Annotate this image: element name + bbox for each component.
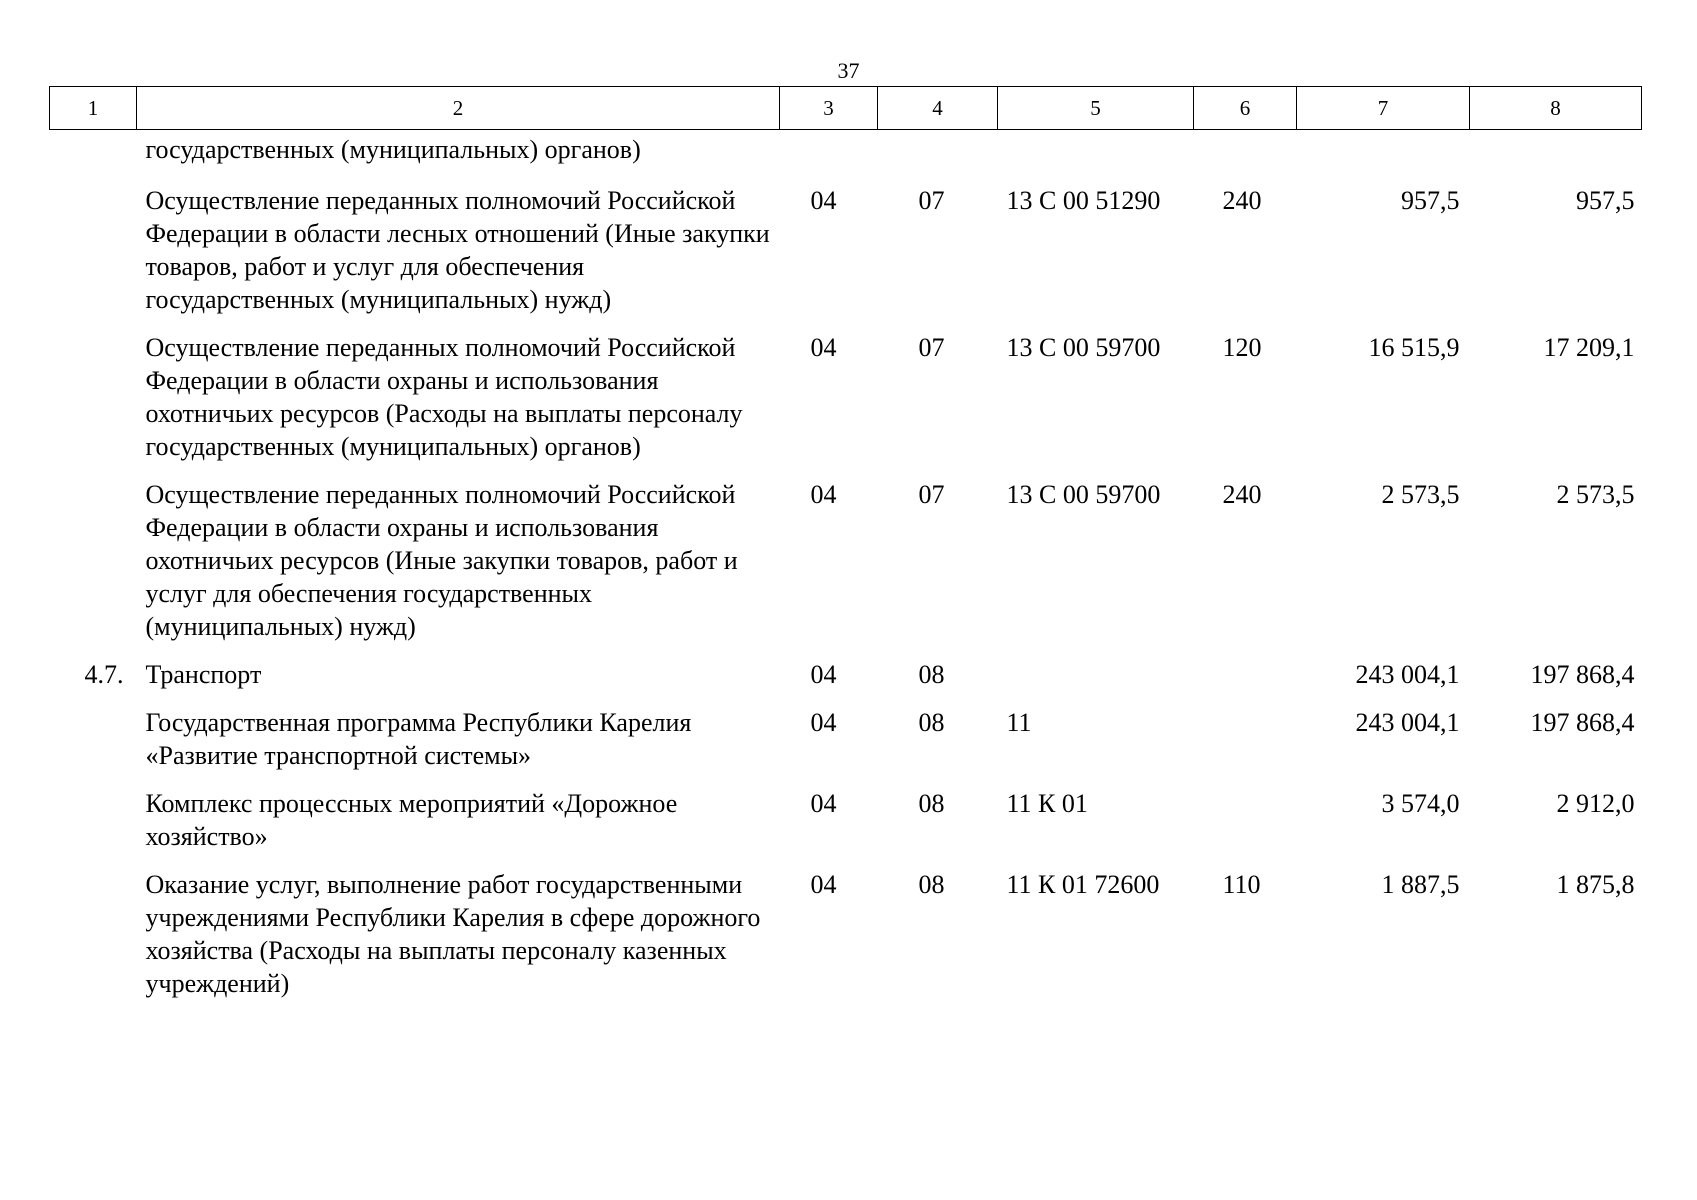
row-expense-type xyxy=(1194,130,1297,179)
row-target-code: 13 С 00 59700 xyxy=(1006,480,1161,509)
row-target-code: 11 К 01 xyxy=(1006,789,1088,818)
row-expense-type: 110 xyxy=(1222,870,1261,899)
row-subsection xyxy=(878,130,998,179)
row-subsection: 08 xyxy=(918,708,945,737)
row-number xyxy=(50,472,137,652)
row-description: Транспорт xyxy=(145,660,262,689)
header-row xyxy=(50,87,1642,130)
header-cell-2: 2 xyxy=(137,87,780,130)
row-section: 04 xyxy=(810,789,837,818)
row-description: Осуществление переданных полномочий Российской Федерации в области лесных отношений (Иные закупки товаров, работ и услуг для обеспечения государственных (муниципальных) нужд) xyxy=(145,186,770,314)
row-amount-col7: 243 004,1 xyxy=(1355,708,1460,737)
table-row xyxy=(50,472,1642,652)
row-section xyxy=(780,130,878,179)
row-section: 04 xyxy=(810,708,837,737)
header-cell-7: 7 xyxy=(1297,87,1470,130)
row-amount-col8: 197 868,4 xyxy=(1530,708,1635,737)
row-number xyxy=(50,862,137,1009)
row-expense-type xyxy=(1194,652,1297,700)
header-cell-5: 5 xyxy=(998,87,1194,130)
row-number xyxy=(50,700,137,781)
row-section: 04 xyxy=(810,660,837,689)
row-expense-type: 240 xyxy=(1222,480,1262,509)
row-subsection: 08 xyxy=(918,789,945,818)
header-cell-3: 3 xyxy=(780,87,878,130)
table-row xyxy=(50,781,1642,862)
row-amount-col8: 2 912,0 xyxy=(1556,789,1635,818)
budget-table xyxy=(49,86,1642,1009)
row-amount-col8: 197 868,4 xyxy=(1530,660,1635,689)
header-cell-6: 6 xyxy=(1194,87,1297,130)
row-target-code: 11 К 01 72600 xyxy=(1006,870,1160,899)
row-description: Государственная программа Республики Карелия «Развитие транспортной системы» xyxy=(145,708,692,770)
row-number: 4.7. xyxy=(84,660,124,689)
row-expense-type xyxy=(1194,781,1297,862)
header-cell-1: 1 xyxy=(50,87,137,130)
row-amount-col8: 1 875,8 xyxy=(1556,870,1635,899)
row-expense-type: 120 xyxy=(1222,333,1262,362)
row-amount-col7: 243 004,1 xyxy=(1355,660,1460,689)
row-amount-col8: 957,5 xyxy=(1576,186,1635,215)
row-description: Осуществление переданных полномочий Российской Федерации в области охраны и использования охотничьих ресурсов (Расходы на выплаты персоналу государственных (муниципальных) органов) xyxy=(145,333,743,461)
row-subsection: 08 xyxy=(918,660,945,689)
row-amount-col7 xyxy=(1297,130,1470,179)
row-amount-col7: 16 515,9 xyxy=(1368,333,1460,362)
row-expense-type xyxy=(1194,700,1297,781)
table-row xyxy=(50,862,1642,1009)
row-target-code: 13 С 00 59700 xyxy=(1006,333,1161,362)
row-description: Оказание услуг, выполнение работ государственными учреждениями Республики Карелия в сфере дорожного хозяйства (Расходы на выплаты персоналу казенных учреждений) xyxy=(145,870,761,998)
row-amount-col7: 2 573,5 xyxy=(1381,480,1460,509)
row-section: 04 xyxy=(810,186,837,215)
row-target-code: 13 С 00 51290 xyxy=(1006,186,1161,215)
row-description: Комплекс процессных мероприятий «Дорожное хозяйство» xyxy=(145,789,678,851)
table-row xyxy=(50,652,1642,700)
row-subsection: 08 xyxy=(918,870,945,899)
row-section: 04 xyxy=(810,480,837,509)
row-description: государственных (муниципальных) органов) xyxy=(145,135,641,164)
budget-table-container xyxy=(49,86,1641,1009)
table-row xyxy=(50,130,1642,179)
row-subsection: 07 xyxy=(918,186,945,215)
table-body xyxy=(50,130,1642,1010)
row-amount-col8 xyxy=(1470,130,1642,179)
row-expense-type: 240 xyxy=(1222,186,1262,215)
table-row xyxy=(50,325,1642,472)
table-row xyxy=(50,178,1642,325)
row-number xyxy=(50,178,137,325)
row-number xyxy=(50,781,137,862)
row-amount-col7: 3 574,0 xyxy=(1381,789,1460,818)
row-amount-col7: 957,5 xyxy=(1401,186,1460,215)
row-amount-col8: 17 209,1 xyxy=(1543,333,1635,362)
row-target-code xyxy=(998,130,1194,179)
header-cell-8: 8 xyxy=(1470,87,1642,130)
row-target-code: 11 xyxy=(1006,708,1032,737)
row-number xyxy=(50,325,137,472)
row-target-code xyxy=(998,652,1194,700)
row-description: Осуществление переданных полномочий Российской Федерации в области охраны и использования охотничьих ресурсов (Иные закупки товаров, работ и услуг для обеспечения государственных (муниципальных) нужд) xyxy=(145,480,738,641)
row-subsection: 07 xyxy=(918,480,945,509)
row-amount-col8: 2 573,5 xyxy=(1556,480,1635,509)
row-amount-col7: 1 887,5 xyxy=(1381,870,1460,899)
row-subsection: 07 xyxy=(918,333,945,362)
row-section: 04 xyxy=(810,870,837,899)
row-number xyxy=(50,130,137,179)
page-number: 37 xyxy=(837,58,860,83)
header-cell-4: 4 xyxy=(878,87,998,130)
table-header xyxy=(50,87,1642,130)
row-section: 04 xyxy=(810,333,837,362)
table-row xyxy=(50,700,1642,781)
